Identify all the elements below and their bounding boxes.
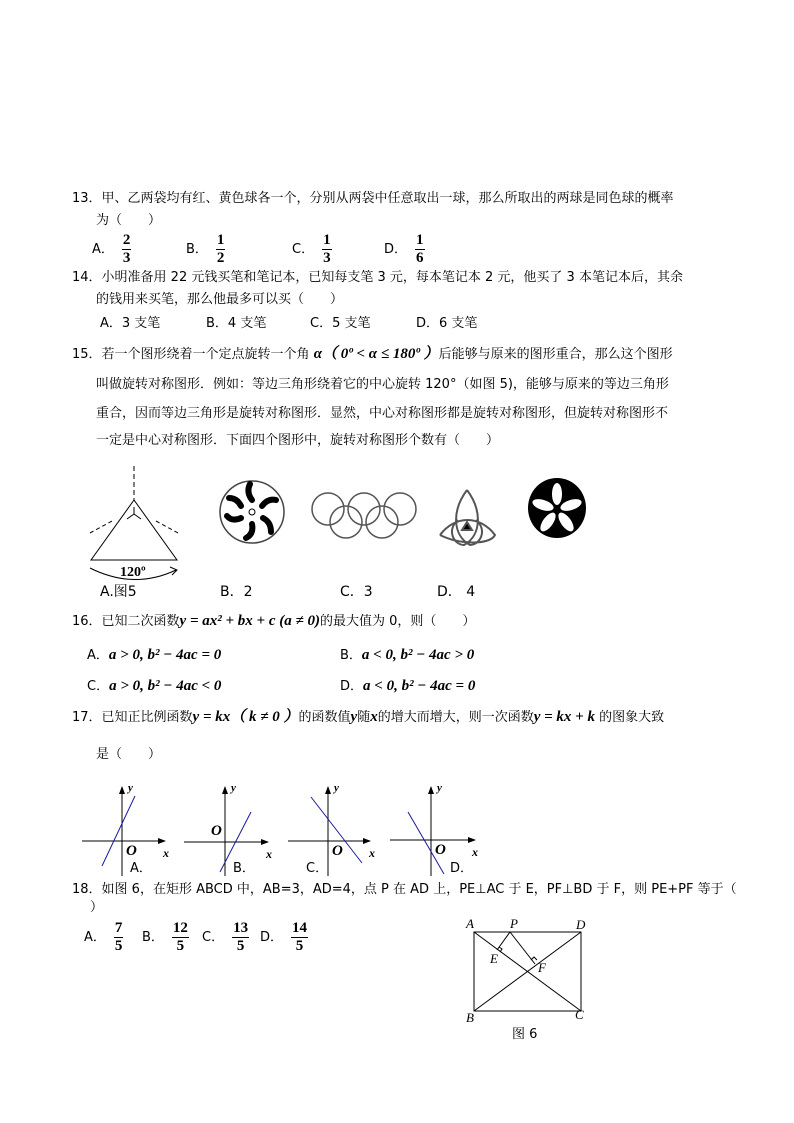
q17-option-c[interactable]: C． [306, 861, 329, 876]
q18-option-c[interactable]: C． $\frac{13}{5}$ [202, 920, 249, 954]
q18-option-b[interactable]: B． $\frac{12}{5}$ [142, 920, 188, 954]
point-d-label: D [576, 917, 586, 932]
q18-option-d[interactable]: D． $\frac{14}{5}$ [260, 920, 308, 954]
q17-text-2: 是（ ） [96, 747, 162, 762]
point-f-label: F [538, 960, 546, 975]
point-e-label: E [490, 951, 498, 966]
q13-option-a[interactable]: A． $\frac{2}{3}$ [92, 232, 131, 266]
q18-text-2: ） [90, 900, 104, 915]
q15-option-b[interactable]: B．2 [220, 584, 253, 600]
q16-option-b[interactable]: B．a < 0, b² − 4ac > 0 [340, 647, 475, 663]
point-b-label: B [466, 1010, 474, 1025]
q15-text-2: 叫做旋转对称图形．例如：等边三角形绕着它的中心旋转 120°（如图 5)，能够与原来的等边三角形 [96, 377, 669, 392]
q17-option-d[interactable]: D． [450, 861, 474, 876]
q16-text: 16．已知二次函数y = ax² + bx + c (a ≠ 0)的最大值为 0，则（ ） [72, 613, 476, 629]
q18-text: 18．如图 6，在矩形 ABCD 中，AB=3，AD=4，点 P 在 AD 上，PE⊥AC 于 E，PF⊥BD 于 F，则 PE+PF 等于（ [72, 882, 737, 897]
q14-option-c[interactable]: C．5 支笔 [310, 316, 371, 331]
q14-option-a[interactable]: A．3 支笔 [100, 316, 161, 331]
q14-text: 14．小明准备用 22 元钱买笔和笔记本，已知每支笔 3 元，每本笔记本 2 元，他买了 3 本笔记本后，其余 [72, 270, 683, 285]
figure-6-caption: 图 6 [512, 1027, 538, 1042]
q16-option-c[interactable]: C．a > 0, b² − 4ac < 0 [87, 678, 222, 694]
q18-option-a[interactable]: A． $\frac{7}{5}$ [84, 920, 123, 954]
point-a-label: A [466, 916, 474, 931]
exam-page: 13．甲、乙两袋均有红、黄色球各一个，分别从两袋中任意取出一球，那么所取出的两球是同色球的概率 为（ ） A． $\frac{2}{3}$ B． $\frac{1}{2}$ C． $\frac{1}{3}$ D． $\frac{1}{6}$ 14．小明准备用 22 元钱买笔和笔记本，已知每支笔 3 元，每本笔记本 2 元，他买了 3 本笔记本后，其余 的钱用来买笔，那么他最多可以买（ ） A．3 支笔 B．4 支笔 C．5 支笔 D．6 支笔 15．若一个图形绕着一个定点旋转一个角 α（ 0º < α ≤ 180º ）后能够与原来的图形重合，那么这个图形 叫做旋转对称图形．例如：等边三角形绕着它的中心旋转 120°（如图 5)，能够与原来的等边三角形 重合，因而等边三角形是旋转对称图形．显然，中心对称图形都是旋转对称图形，但旋转对称图形不 一定是中心对称图形．下面四个图形中，旋转对称图形个数有（ ） 120º A.图5 B．2 C．3 D． 4 16．已知二次函数y = ax² + bx + c (a ≠ 0)的最大值为 0，则（ ） A．a > 0, b² − 4ac = 0 B．a < 0, b² − 4ac > 0 C．a > 0, b² − 4ac < 0 D．a < 0, b² − 4ac = 0 17．已知正比例函数y = kx（ k ≠ 0 ）的函数值y随x的增大而增大，则一次函数y = kx + k 的图象大致 是（ ） y O x A． y O x B． y O x C． y O x D． 18．如图 6，在矩形 ABCD 中，AB=3，AD=4，点 P 在 AD 上，PE⊥AC 于 E，PF⊥BD 于 F，则 PE+PF 等于（ ） A． $\frac{7}{5}$ B． $\frac{12}{5}$ C． $\frac{13}{5}$ D． $\frac{14}{5}$ A P D E F B C 图 6 [0, 0, 794, 1123]
q15-option-c[interactable]: C．3 [340, 584, 373, 600]
q15-text: 15．若一个图形绕着一个定点旋转一个角 α（ 0º < α ≤ 180º ）后能够与原来的图形重合，那么这个图形 [72, 346, 673, 362]
q13-text-2: 为（ ） [96, 213, 162, 228]
q13-option-c[interactable]: C． $\frac{1}{3}$ [292, 232, 331, 266]
point-p-label: P [510, 916, 518, 931]
q17-text: 17．已知正比例函数y = kx（ k ≠ 0 ）的函数值y随x的增大而增大，则一次函数y = kx + k 的图象大致 [72, 709, 665, 725]
angle-label: 120º [120, 565, 146, 580]
q14-text-2: 的钱用来买笔，那么他最多可以买（ ） [96, 292, 344, 307]
q14-option-b[interactable]: B．4 支笔 [206, 316, 267, 331]
q13-text: 13．甲、乙两袋均有红、黄色球各一个，分别从两袋中任意取出一球，那么所取出的两球是同色球的概率 [72, 191, 674, 206]
q15-text-4: 一定是中心对称图形．下面四个图形中，旋转对称图形个数有（ ） [96, 433, 500, 448]
q17-option-a[interactable]: A． [130, 861, 152, 876]
q16-option-a[interactable]: A．a > 0, b² − 4ac = 0 [87, 647, 222, 663]
q15-option-d[interactable]: D． 4 [437, 584, 476, 600]
point-c-label: C [575, 1007, 584, 1022]
q17-option-b[interactable]: B． [233, 861, 255, 876]
q14-option-d[interactable]: D．6 支笔 [416, 316, 478, 331]
q15-option-a[interactable]: A.图5 [100, 584, 137, 600]
q13-option-d[interactable]: D． $\frac{1}{6}$ [384, 232, 424, 266]
q13-option-b[interactable]: B． $\frac{1}{2}$ [186, 232, 225, 266]
q15-text-3: 重合，因而等边三角形是旋转对称图形．显然，中心对称图形都是旋转对称图形，但旋转对称图形不 [96, 406, 669, 421]
q16-option-d[interactable]: D．a < 0, b² − 4ac = 0 [340, 678, 476, 694]
